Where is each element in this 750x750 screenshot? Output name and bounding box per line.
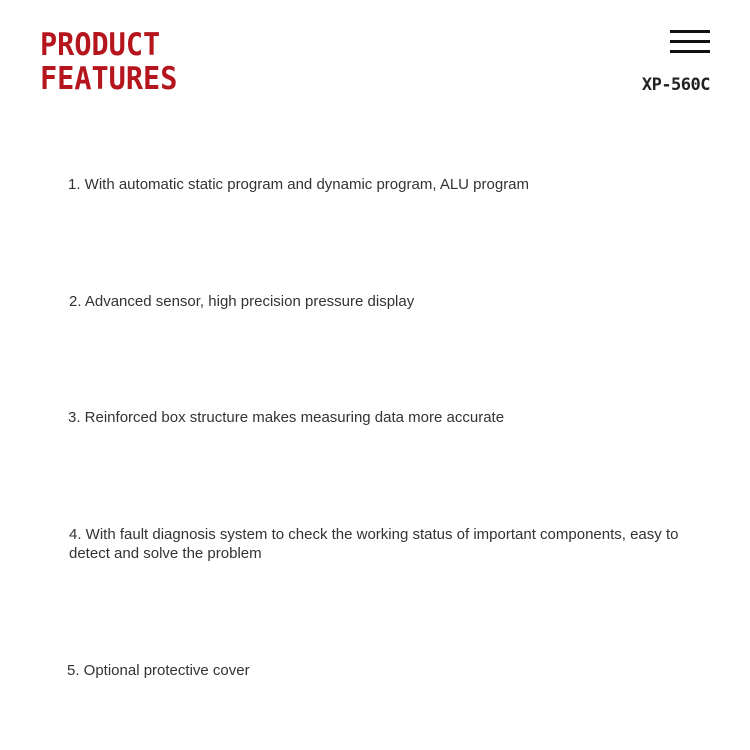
menu-bar [670, 30, 710, 33]
feature-item-2: 2. Advanced sensor, high precision pressure display [69, 293, 415, 310]
menu-bar [670, 40, 710, 43]
feature-item-3: 3. Reinforced box structure makes measuring data more accurate [68, 409, 505, 426]
page-title [40, 28, 177, 96]
menu-bar [670, 50, 710, 53]
feature-item-5: 5. Optional protective cover [67, 662, 250, 679]
page-title-line-1: PRODUCT [40, 27, 161, 63]
feature-item-1: 1. With automatic static program and dynamic program, ALU program [68, 176, 530, 193]
model-number: XP-560C [641, 75, 710, 95]
hamburger-menu-icon[interactable] [670, 30, 710, 54]
page-title-line-2: FEATURES [40, 61, 178, 97]
feature-item-4: 4. With fault diagnosis system to check the working status of important components, easy to detect and solve the problem [69, 526, 679, 562]
